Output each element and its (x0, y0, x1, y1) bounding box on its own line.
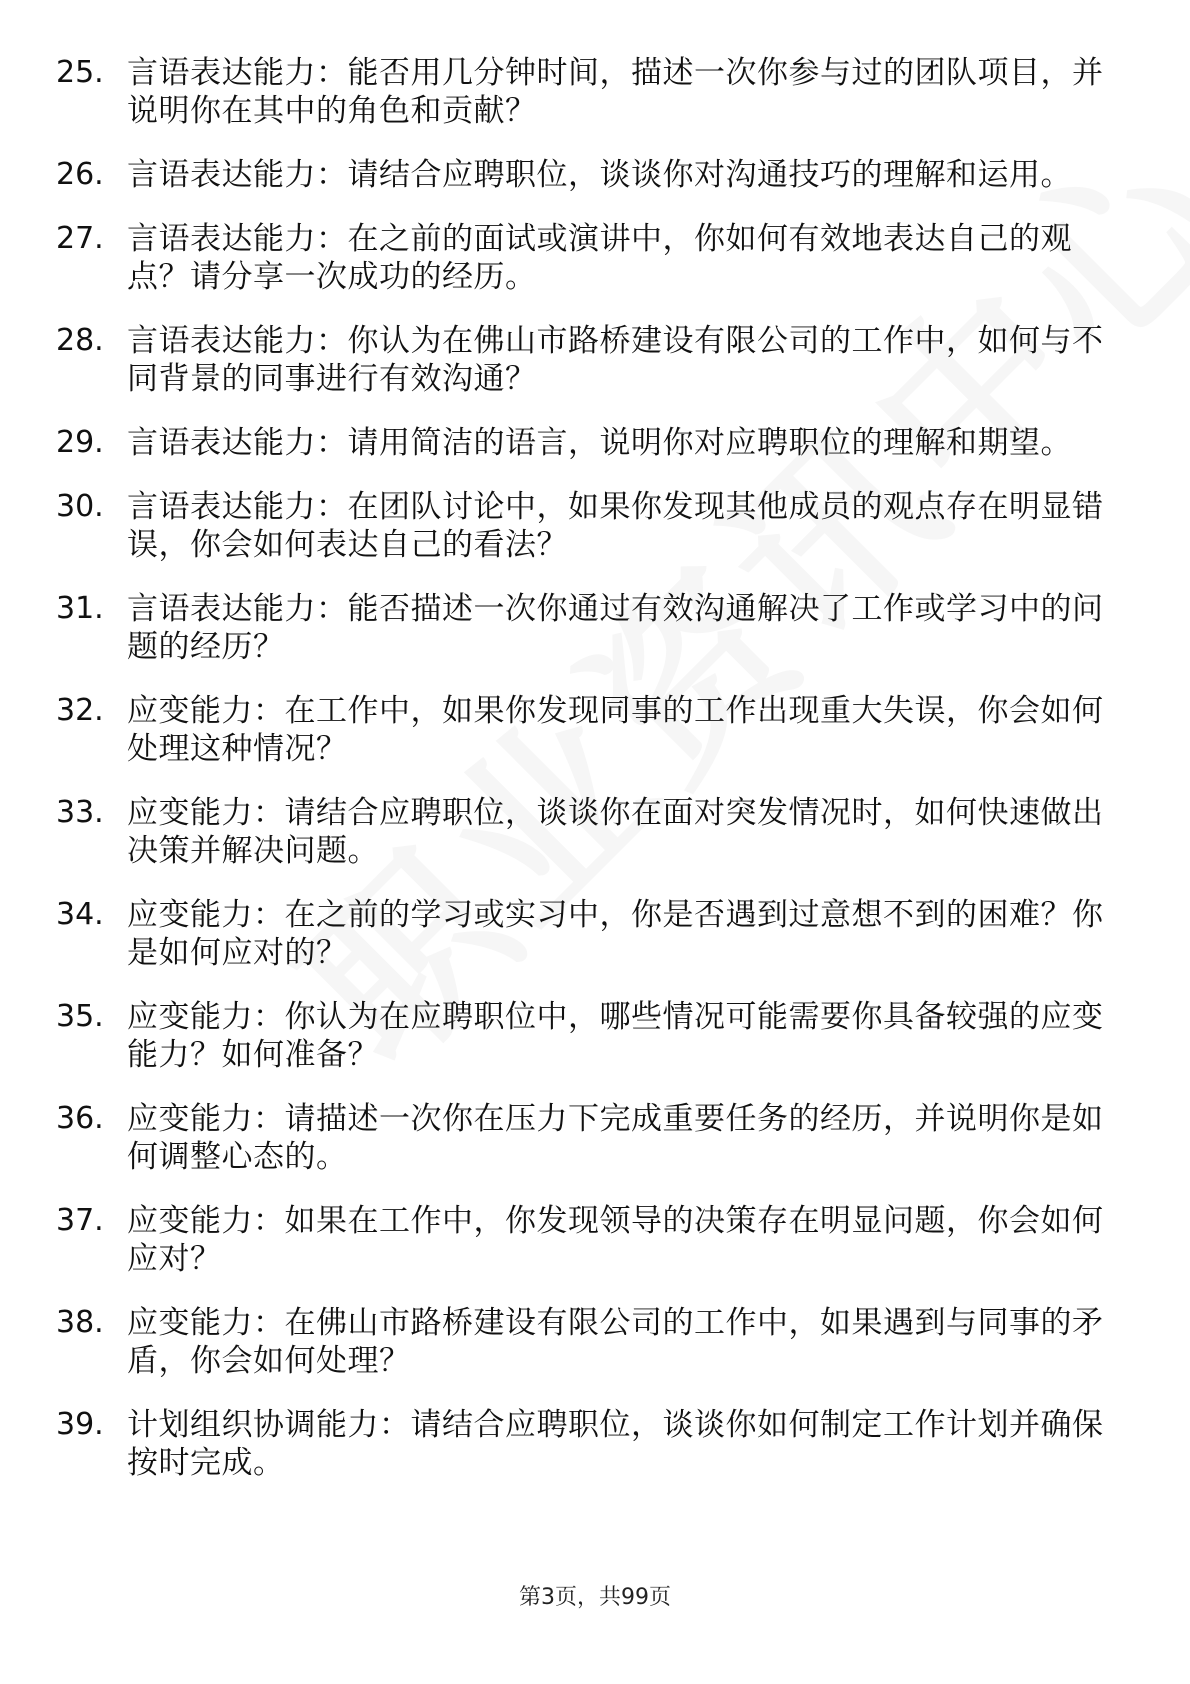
question-number: 38. (56, 1305, 104, 1340)
question-number: 32. (56, 693, 104, 728)
question-text: 言语表达能力：请用简洁的语言，说明你对应聘职位的理解和期望。 (127, 425, 1072, 461)
question-item (56, 322, 1116, 398)
question-item (56, 156, 1116, 194)
question-item (56, 1304, 1116, 1380)
question-item (56, 1202, 1116, 1278)
question-item (56, 424, 1116, 462)
question-number: 30. (56, 489, 104, 524)
question-item (56, 488, 1116, 564)
question-item (56, 1100, 1116, 1176)
question-number: 33. (56, 795, 104, 830)
question-text: 应变能力：请结合应聘职位，谈谈你在面对突发情况时，如何快速做出决策并解决问题。 (127, 795, 1104, 869)
question-text: 言语表达能力：在团队讨论中，如果你发现其他成员的观点存在明显错误，你会如何表达自己的看法？ (127, 489, 1104, 563)
question-text: 应变能力：你认为在应聘职位中，哪些情况可能需要你具备较强的应变能力？如何准备？ (127, 999, 1104, 1073)
question-text: 应变能力：请描述一次你在压力下完成重要任务的经历，并说明你是如何调整心态的。 (127, 1101, 1104, 1175)
question-text: 言语表达能力：请结合应聘职位，谈谈你对沟通技巧的理解和运用。 (127, 157, 1072, 193)
question-text: 言语表达能力：在之前的面试或演讲中，你如何有效地表达自己的观点？请分享一次成功的经历。 (127, 221, 1072, 295)
question-number: 37. (56, 1203, 104, 1238)
question-item (56, 1406, 1116, 1482)
question-item (56, 896, 1116, 972)
question-text: 应变能力：在之前的学习或实习中，你是否遇到过意想不到的困难？你是如何应对的？ (127, 897, 1104, 971)
question-list (56, 54, 1116, 1508)
question-text: 应变能力：在佛山市路桥建设有限公司的工作中，如果遇到与同事的矛盾，你会如何处理？ (127, 1305, 1104, 1379)
question-text: 言语表达能力：能否用几分钟时间，描述一次你参与过的团队项目，并说明你在其中的角色和贡献？ (127, 55, 1104, 129)
question-number: 27. (56, 221, 104, 256)
question-number: 31. (56, 591, 104, 626)
question-number: 26. (56, 157, 104, 192)
question-number: 39. (56, 1407, 104, 1442)
question-number: 36. (56, 1101, 104, 1136)
question-item (56, 220, 1116, 296)
page-footer: 第3页，共99页 (519, 1585, 671, 1610)
question-item (56, 794, 1116, 870)
question-number: 25. (56, 55, 104, 90)
question-number: 28. (56, 323, 104, 358)
question-item (56, 54, 1116, 130)
question-text: 计划组织协调能力：请结合应聘职位，谈谈你如何制定工作计划并确保按时完成。 (127, 1407, 1104, 1481)
question-text: 应变能力：在工作中，如果你发现同事的工作出现重大失误，你会如何处理这种情况？ (127, 693, 1104, 767)
question-number: 35. (56, 999, 104, 1034)
question-item (56, 692, 1116, 768)
question-item (56, 590, 1116, 666)
question-text: 言语表达能力：你认为在佛山市路桥建设有限公司的工作中，如何与不同背景的同事进行有效沟通？ (127, 323, 1104, 397)
question-item (56, 998, 1116, 1074)
question-text: 言语表达能力：能否描述一次你通过有效沟通解决了工作或学习中的问题的经历？ (127, 591, 1104, 665)
question-number: 29. (56, 425, 104, 460)
question-number: 34. (56, 897, 104, 932)
question-text: 应变能力：如果在工作中，你发现领导的决策存在明显问题，你会如何应对？ (127, 1203, 1104, 1277)
